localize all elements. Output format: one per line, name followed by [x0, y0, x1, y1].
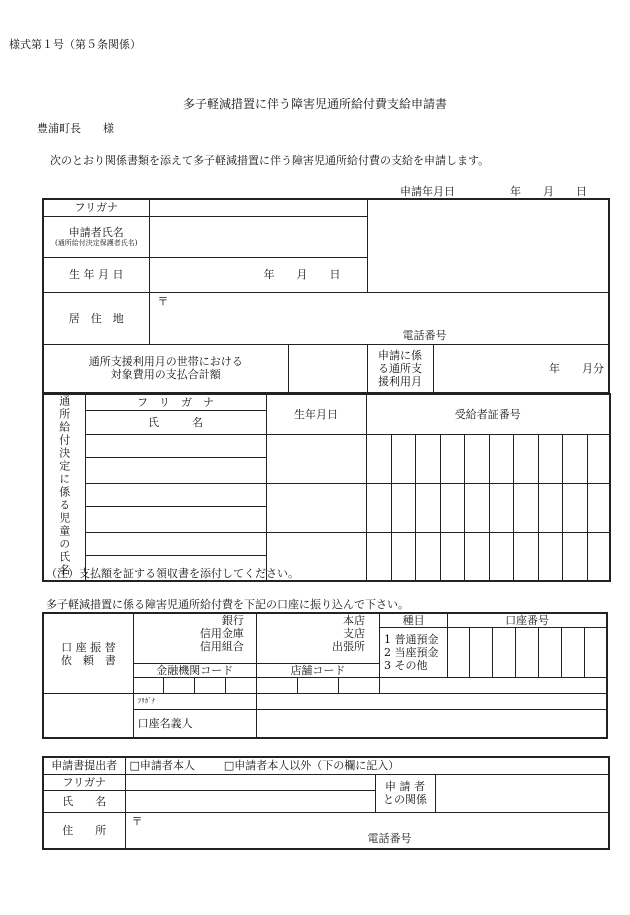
- total-cost-line2: 対象費用の支払合計額: [110, 368, 221, 382]
- child1-cert-digit[interactable]: [415, 434, 440, 483]
- relation-line1: 申 請 者: [385, 780, 425, 793]
- child2-cert-digit[interactable]: [366, 483, 391, 532]
- addressee: 豊浦町長 様: [37, 122, 114, 135]
- relation-line2: との関係: [383, 793, 427, 806]
- holder-kana-field[interactable]: [256, 694, 607, 710]
- transfer-intro: 多子軽減措置に係る障害児通所給付費を下記の口座に振り込んで下さい。: [46, 598, 409, 611]
- account-digit[interactable]: [562, 628, 585, 678]
- account-type-ordinary: 1 普通預金: [384, 633, 439, 646]
- child1-cert-digit[interactable]: [366, 434, 391, 483]
- furigana-field[interactable]: [149, 199, 367, 216]
- child-cert-header: 受給者証番号: [366, 394, 610, 434]
- holder-field[interactable]: [256, 710, 607, 738]
- bank-code-digit[interactable]: [133, 678, 163, 694]
- account-number-header: 口座番号: [448, 613, 607, 628]
- child3-cert-digit[interactable]: [538, 532, 562, 581]
- child3-cert-digit[interactable]: [464, 532, 489, 581]
- applicant-name-field[interactable]: [149, 216, 367, 257]
- intro-text: 次のとおり関係書類を添えて多子軽減措置に伴う障害児通所給付費の支給を申請します。: [50, 154, 490, 167]
- bank-name-field[interactable]: [133, 613, 256, 664]
- submitter-address-label: 住 所: [43, 812, 125, 849]
- branch-code-digit[interactable]: [338, 678, 379, 694]
- submitter-options: [125, 757, 609, 774]
- submitter-label: 申請書提出者: [43, 757, 125, 774]
- account-digit[interactable]: [516, 628, 539, 678]
- address-label: 居 住 地: [43, 292, 149, 344]
- account-type-other: 3 その他: [384, 659, 428, 672]
- branch-code-digit[interactable]: [256, 678, 297, 694]
- child3-cert-digit[interactable]: [562, 532, 587, 581]
- child1-dob-field[interactable]: [266, 434, 366, 483]
- relation-label: [375, 774, 435, 812]
- account-type-header: 種目: [380, 613, 448, 628]
- submitter-name-field[interactable]: [125, 790, 375, 812]
- bank-table: [42, 612, 608, 739]
- branch-name-field[interactable]: [256, 613, 379, 664]
- child3-cert-digit[interactable]: [513, 532, 538, 581]
- child2-cert-digit[interactable]: [513, 483, 538, 532]
- child-dob-header: 生年月日: [266, 394, 366, 434]
- submitter-self-checkbox[interactable]: □申請者本人: [129, 759, 195, 773]
- child3-furigana-field[interactable]: [85, 532, 266, 555]
- use-month-line1: 申請に係: [378, 348, 422, 362]
- child2-cert-digit[interactable]: [587, 483, 610, 532]
- address-field[interactable]: [149, 292, 609, 344]
- children-table: [42, 393, 611, 582]
- bank-code-header: 金融機関コード: [133, 664, 256, 678]
- submitter-postal-mark: 〒: [131, 814, 143, 828]
- note-text: （注）支払額を証する領収書を添付してください。: [46, 567, 299, 580]
- use-month-label: [367, 344, 433, 393]
- bank-side-line2: 依 頼 書: [60, 653, 116, 667]
- total-cost-line1: 通所支援利用月の世帯における: [88, 355, 243, 369]
- account-type-checking: 2 当座預金: [384, 646, 439, 659]
- child2-cert-digit[interactable]: [562, 483, 587, 532]
- submitter-address-field[interactable]: [125, 812, 609, 849]
- child2-cert-digit[interactable]: [464, 483, 489, 532]
- child3-cert-digit[interactable]: [489, 532, 513, 581]
- use-month-line3: 援利用月: [378, 374, 422, 388]
- child2-name-field[interactable]: [85, 506, 266, 532]
- bank-type-bank: 銀行: [221, 614, 244, 627]
- branch-code-digit[interactable]: [297, 678, 338, 694]
- holder-kana-label: ﾌﾘｶﾞﾅ: [133, 694, 256, 710]
- child1-cert-digit[interactable]: [587, 434, 610, 483]
- holder-label: 口座名義人: [133, 710, 256, 738]
- submitter-name-label: 氏 名: [43, 790, 125, 812]
- submitter-furigana-label: フリガナ: [43, 774, 125, 790]
- account-digit[interactable]: [539, 628, 562, 678]
- account-digit[interactable]: [448, 628, 470, 678]
- bank-type-shinkin: 信用金庫: [199, 627, 244, 640]
- applicant-name-note: (通所給付決定保護者氏名): [55, 238, 138, 247]
- application-date: 申請年月日 年 月 日: [400, 185, 587, 198]
- dob-label: 生 年 月 日: [43, 257, 149, 292]
- children-side-text: 通所給付決定に係る児童の氏名: [57, 395, 71, 577]
- submitter-other-checkbox[interactable]: □申請者本人以外（下の欄に記入）: [223, 759, 400, 773]
- bank-type-kumiai: 信用組合: [199, 640, 244, 653]
- child3-cert-digit[interactable]: [366, 532, 391, 581]
- child2-cert-digit[interactable]: [489, 483, 513, 532]
- account-digit[interactable]: [585, 628, 607, 678]
- branch-type-office: 出張所: [332, 640, 366, 653]
- applicant-extra-box[interactable]: [367, 199, 609, 292]
- branch-type-main: 本店: [343, 614, 366, 627]
- applicant-name-text: 申請者氏名: [68, 225, 124, 239]
- account-digit[interactable]: [470, 628, 493, 678]
- page-title: 多子軽減措置に伴う障害児通所給付費支給申請書: [182, 97, 447, 111]
- child1-name-field[interactable]: [85, 457, 266, 483]
- bank-side-label: [43, 613, 133, 694]
- form-number: 様式第１号（第５条関係）: [9, 38, 141, 51]
- use-month-line2: る通所支: [378, 361, 422, 375]
- child1-cert-digit[interactable]: [562, 434, 587, 483]
- total-cost-label: [43, 344, 288, 393]
- submitter-table: [42, 756, 610, 850]
- submitter-phone-label: 電話番号: [367, 832, 412, 845]
- branch-type-branch: 支店: [343, 627, 366, 640]
- child2-furigana-field[interactable]: [85, 483, 266, 506]
- postal-mark: 〒: [157, 294, 169, 308]
- child1-cert-digit[interactable]: [440, 434, 464, 483]
- relation-field[interactable]: [435, 774, 609, 812]
- child1-cert-digit[interactable]: [464, 434, 489, 483]
- child3-cert-digit[interactable]: [440, 532, 464, 581]
- child1-cert-digit[interactable]: [513, 434, 538, 483]
- child2-cert-digit[interactable]: [538, 483, 562, 532]
- submitter-furigana-field[interactable]: [125, 774, 375, 790]
- account-type-options[interactable]: [380, 628, 448, 678]
- use-month-field[interactable]: 年 月分: [433, 344, 609, 393]
- child3-cert-digit[interactable]: [415, 532, 440, 581]
- child1-furigana-field[interactable]: [85, 434, 266, 457]
- dob-field[interactable]: 年 月 日: [149, 257, 367, 292]
- children-side-label: [43, 394, 85, 581]
- bank-code-digit[interactable]: [194, 678, 225, 694]
- bank-code-digit[interactable]: [163, 678, 194, 694]
- child2-cert-digit[interactable]: [440, 483, 464, 532]
- child1-cert-digit[interactable]: [391, 434, 415, 483]
- account-digit[interactable]: [493, 628, 516, 678]
- total-cost-field[interactable]: [288, 344, 367, 393]
- child-furigana-header: フ リ ガ ナ: [85, 394, 266, 410]
- phone-label: 電話番号: [402, 328, 447, 342]
- furigana-label: フリガナ: [43, 199, 149, 216]
- child3-cert-digit[interactable]: [391, 532, 415, 581]
- child3-cert-digit[interactable]: [587, 532, 610, 581]
- child2-dob-field[interactable]: [266, 483, 366, 532]
- child2-cert-digit[interactable]: [391, 483, 415, 532]
- bank-code-digit[interactable]: [225, 678, 256, 694]
- applicant-name-label: [43, 216, 149, 257]
- child-name-header: 氏 名: [85, 410, 266, 434]
- applicant-table: [42, 198, 610, 394]
- child1-cert-digit[interactable]: [489, 434, 513, 483]
- branch-code-header: 店舗コード: [256, 664, 379, 678]
- bank-side-line1: 口 座 振 替: [61, 640, 116, 654]
- child2-cert-digit[interactable]: [415, 483, 440, 532]
- child1-cert-digit[interactable]: [538, 434, 562, 483]
